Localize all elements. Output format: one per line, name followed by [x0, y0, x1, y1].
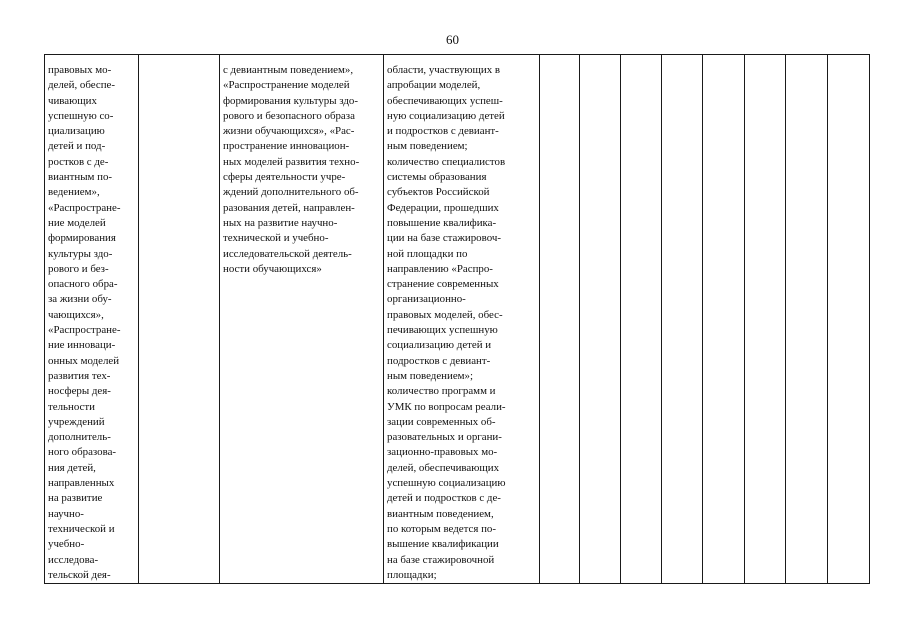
cell-description-text: с девиантным поведением», «Распространение моделей формирования культуры здо- рового и безопасного образа жизни обучающихся», «Рас- пространение инновацион- ных моделей развития техно- сферы деятельности учре- ждений дополнительного об- разования детей, направлен- ных на развитие научно- технической и учебно- исследовательской деятель- ности обучающихся»	[223, 64, 360, 275]
cell-value-8	[828, 55, 870, 584]
cell-value-1	[540, 55, 580, 584]
cell-value-6	[745, 55, 786, 584]
table-row	[45, 55, 870, 584]
page-number: 60	[446, 32, 459, 47]
cell-value-4	[662, 55, 703, 584]
document-table	[44, 54, 870, 584]
cell-task-name	[45, 55, 139, 584]
cell-value-5	[703, 55, 745, 584]
cell-value-7	[786, 55, 828, 584]
cell-value-2	[580, 55, 621, 584]
cell-value-3	[621, 55, 662, 584]
cell-description	[220, 55, 384, 584]
cell-empty-2	[139, 55, 220, 584]
cell-task-name-text: правовых мо- делей, обеспе- чивающих успешную со- циализацию детей и под- ростков с де- виантным по- ведением», «Распростране- ние моделей формирования культуры здо- рового и без- опасного обра- за жизни обу- чающихся», «Распростране- ние инноваци- онных моделей развития тех- носферы дея- тельности учреждений дополнитель- ного образова- ния детей, направленных на развитие научно- технической и учебно- исследова- тельской дея-	[48, 64, 121, 581]
cell-indicators-text: области, участвующих в апробации моделей, обеспечивающих успеш- ную социализацию детей и подростков с девиант- ным поведением; количество специалистов системы образования субъектов Российской Федерации, прошедших повышение квалифика- ции на базе стажировоч- ной площадки по направлению «Распро- странение современных организационно- правовых моделей, обес- печивающих успешную социализацию детей и подростков с девиант- ным поведением»; количество программ и УМК по вопросам реали- зации современных об- разовательных и органи- зационно-правовых мо- делей, обеспечивающих успешную социализацию детей и подростков с де- виантным поведением, по которым ведется по- вышение квалификации на базе стажировочной площадки;	[387, 64, 506, 581]
cell-indicators	[384, 55, 540, 584]
